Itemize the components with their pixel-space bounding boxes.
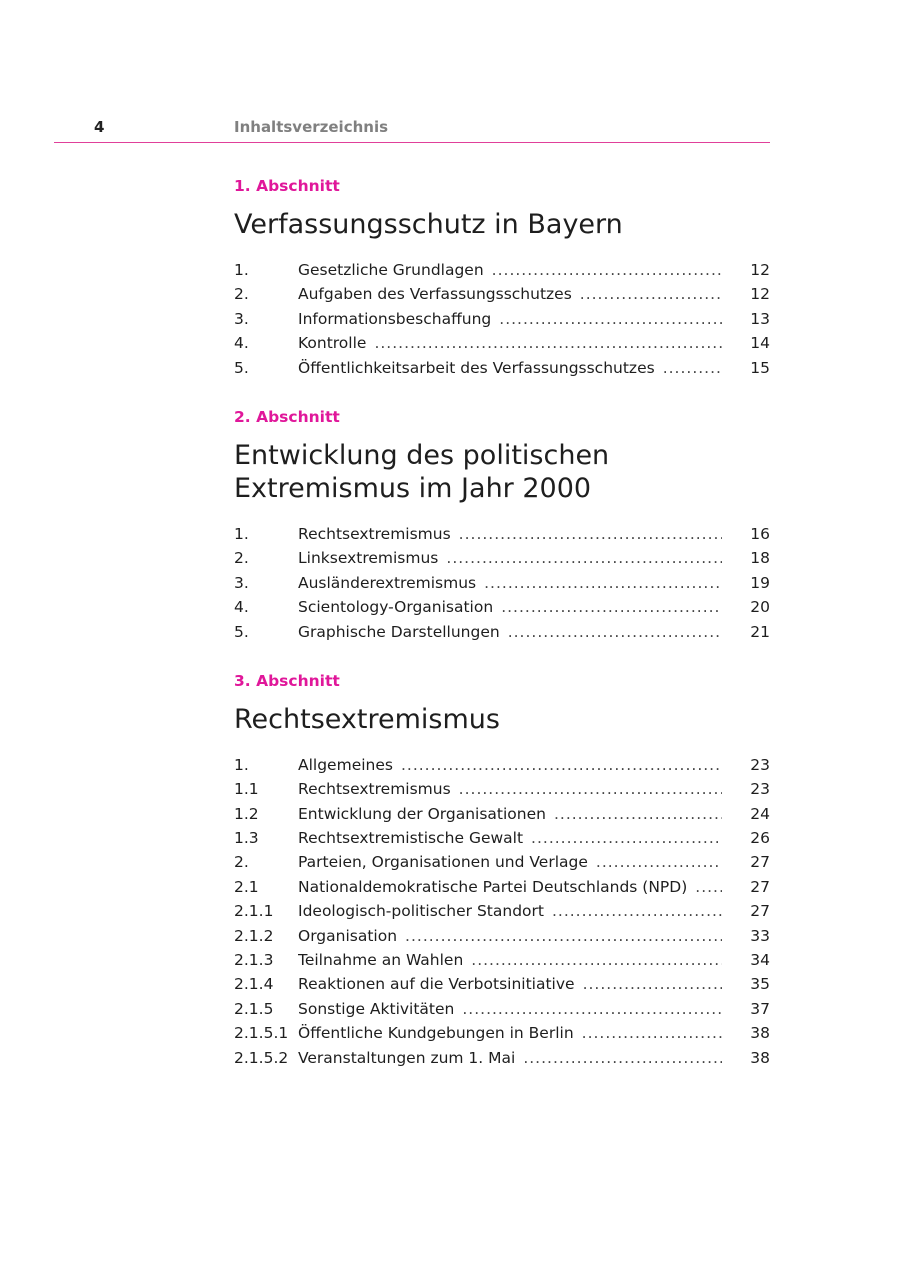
toc-entry-title: Teilnahme an Wahlen xyxy=(298,951,464,970)
toc-entry-title: Öffentliche Kundgebungen in Berlin xyxy=(298,1024,574,1043)
toc-entry-page: 33 xyxy=(750,926,770,945)
toc-entry-title: Graphische Darstellungen xyxy=(298,622,500,641)
toc-entry-text-wrap xyxy=(298,1046,748,1070)
toc-entry-title: Entwicklung der Organisationen xyxy=(298,804,546,823)
toc-dot-leader xyxy=(554,802,722,826)
toc-entry-number: 4. xyxy=(234,334,249,353)
toc-entry xyxy=(234,1046,770,1070)
toc-entry-number: 2.1.4 xyxy=(234,975,274,994)
toc-entry-title: Ausländerextremismus xyxy=(298,573,477,592)
page-header xyxy=(54,116,770,143)
toc-entry-page: 15 xyxy=(750,358,770,377)
toc-entry-page: 35 xyxy=(750,975,770,994)
toc-entry xyxy=(234,948,770,972)
toc-dot-leader xyxy=(582,1021,722,1045)
toc-entry xyxy=(234,924,770,948)
toc-entry-text-wrap xyxy=(298,307,748,331)
toc-dot-leader xyxy=(471,948,722,972)
toc-entry-title: Rechtsextremismus xyxy=(298,780,451,799)
toc-entry-text-wrap xyxy=(298,997,748,1021)
toc-dot-leader xyxy=(583,972,722,996)
toc-entry xyxy=(234,356,770,380)
toc-entry-text-wrap xyxy=(298,331,748,355)
toc-entry-page: 19 xyxy=(750,573,770,592)
toc-entry-title: Kontrolle xyxy=(298,334,367,353)
toc-entry xyxy=(234,595,770,619)
toc-entry-number: 5. xyxy=(234,622,249,641)
toc-entry-title: Scientology-Organisation xyxy=(298,598,494,617)
toc-entry xyxy=(234,1021,770,1045)
section-title-line: Entwicklung des politischen xyxy=(234,439,610,471)
toc-entry-title: Linksextremismus xyxy=(298,549,439,568)
toc-entry-title: Nationaldemokratische Partei Deutschlands (NPD) xyxy=(298,877,688,896)
toc-dot-leader xyxy=(695,875,722,899)
toc-entry-text-wrap xyxy=(298,826,748,850)
toc-entry-page: 23 xyxy=(750,755,770,774)
toc-entry-page: 38 xyxy=(750,1024,770,1043)
section-title xyxy=(234,439,770,505)
toc-dot-leader xyxy=(446,546,722,570)
toc-entry-number: 1. xyxy=(234,261,249,279)
toc-entry-number: 2.1.5.2 xyxy=(234,1048,289,1067)
toc-dot-leader xyxy=(492,258,722,282)
toc-entry-number: 1.2 xyxy=(234,804,259,823)
section-title-line: Rechtsextremismus xyxy=(234,703,500,735)
toc-dot-leader xyxy=(401,753,722,777)
toc-entry-number: 1. xyxy=(234,755,249,774)
toc-entry-title: Organisation xyxy=(298,926,398,945)
toc-dot-leader xyxy=(459,522,722,546)
toc-section xyxy=(234,670,770,1070)
toc-entry-number: 2. xyxy=(234,549,249,568)
toc-entry-title: Informationsbeschaffung xyxy=(298,309,492,328)
toc-entry-title: Rechtsextremistische Gewalt xyxy=(298,829,524,848)
toc-entry-text-wrap xyxy=(298,282,748,306)
toc-entry-page: 21 xyxy=(750,622,770,641)
toc-entry xyxy=(234,850,770,874)
toc-entry-number: 2.1 xyxy=(234,877,259,896)
toc-section xyxy=(234,406,770,644)
section-title-line: Verfassungsschutz in Bayern xyxy=(234,209,623,240)
toc-entry-title: Reaktionen auf die Verbotsinitiative xyxy=(298,975,575,994)
toc-entry-text-wrap xyxy=(298,875,748,899)
toc-entry xyxy=(234,997,770,1021)
toc-dot-leader xyxy=(531,826,722,850)
toc-entry-page: 26 xyxy=(750,829,770,848)
toc-entry xyxy=(234,307,770,331)
toc-dot-leader xyxy=(499,307,722,331)
toc-entry-number: 2.1.1 xyxy=(234,902,274,921)
toc-entry xyxy=(234,282,770,306)
toc-entry-title: Allgemeines xyxy=(298,755,393,774)
toc-entry xyxy=(234,522,770,546)
toc-entry-list xyxy=(234,258,770,380)
toc-dot-leader xyxy=(596,850,722,874)
toc-entry-number: 2.1.2 xyxy=(234,926,274,945)
toc-dot-leader xyxy=(552,899,722,923)
toc-entry-page: 37 xyxy=(750,999,770,1018)
toc-entry-text-wrap xyxy=(298,802,748,826)
section-title xyxy=(234,208,770,241)
toc-entry xyxy=(234,875,770,899)
toc-entry-title: Veranstaltungen zum 1. Mai xyxy=(298,1048,516,1067)
toc-entry-title: Öffentlichkeitsarbeit des Verfassungsschutzes xyxy=(298,358,655,377)
toc-entry-text-wrap xyxy=(298,620,748,644)
toc-entry-title: Sonstige Aktivitäten xyxy=(298,999,455,1018)
toc-dot-leader xyxy=(459,777,722,801)
toc-entry-page: 14 xyxy=(750,334,770,353)
toc-entry-page: 13 xyxy=(750,309,770,328)
toc-dot-leader xyxy=(374,331,722,355)
section-label: 3. Abschnitt xyxy=(234,671,340,690)
toc-dot-leader xyxy=(580,282,722,306)
toc-entry-title: Ideologisch-politischer Standort xyxy=(298,902,544,921)
running-title: Inhaltsverzeichnis xyxy=(234,118,389,136)
toc-entry-text-wrap xyxy=(298,777,748,801)
toc-entry xyxy=(234,972,770,996)
toc-entry xyxy=(234,802,770,826)
toc-dot-leader xyxy=(501,595,722,619)
section-label: 2. Abschnitt xyxy=(234,407,340,426)
toc-entry-number: 2. xyxy=(234,285,249,304)
toc-entry-page: 24 xyxy=(750,804,770,823)
toc-entry-page: 12 xyxy=(750,285,770,304)
toc-entry xyxy=(234,826,770,850)
toc-entry xyxy=(234,331,770,355)
toc-entry-title: Aufgaben des Verfassungsschutzes xyxy=(298,285,572,304)
toc-entry-page: 12 xyxy=(750,261,770,279)
toc-entry-number: 1. xyxy=(234,524,249,543)
toc-entry-text-wrap xyxy=(298,546,748,570)
toc-entry xyxy=(234,571,770,595)
toc-entry-text-wrap xyxy=(298,258,748,282)
toc-entry-text-wrap xyxy=(298,571,748,595)
toc-entry-text-wrap xyxy=(298,1021,748,1045)
toc-entry-page: 16 xyxy=(750,524,770,543)
toc-entry-text-wrap xyxy=(298,522,748,546)
toc-entry-number: 3. xyxy=(234,573,249,592)
toc-entry-number: 1.3 xyxy=(234,829,259,848)
toc-entry-text-wrap xyxy=(298,972,748,996)
toc-entry-page: 18 xyxy=(750,549,770,568)
toc-entry-number: 4. xyxy=(234,598,249,617)
toc-entry-page: 20 xyxy=(750,598,770,617)
toc-entry-number: 5. xyxy=(234,358,249,377)
toc-dot-leader xyxy=(405,924,722,948)
toc-entry-number: 2. xyxy=(234,853,249,872)
toc-dot-leader xyxy=(508,620,722,644)
toc-entry-title: Parteien, Organisationen und Verlage xyxy=(298,853,588,872)
toc-dot-leader xyxy=(523,1046,722,1070)
section-label: 1. Abschnitt xyxy=(234,177,340,195)
toc-entry xyxy=(234,620,770,644)
toc-entry-text-wrap xyxy=(298,595,748,619)
toc-entry-number: 2.1.3 xyxy=(234,951,274,970)
toc-dot-leader xyxy=(484,571,722,595)
toc-entry-text-wrap xyxy=(298,948,748,972)
toc-entry-text-wrap xyxy=(298,356,748,380)
toc-entry-number: 1.1 xyxy=(234,780,259,799)
toc-entry-page: 27 xyxy=(750,877,770,896)
toc-entry-list xyxy=(234,753,770,1070)
toc-entry-page: 23 xyxy=(750,780,770,799)
toc-entry xyxy=(234,258,770,282)
toc-entry-page: 27 xyxy=(750,902,770,921)
toc-entry-page: 34 xyxy=(750,951,770,970)
toc-entry-number: 2.1.5.1 xyxy=(234,1024,289,1043)
toc-entry-page: 27 xyxy=(750,853,770,872)
section-title xyxy=(234,703,770,736)
toc-entry-number: 3. xyxy=(234,309,249,328)
toc-entry-text-wrap xyxy=(298,924,748,948)
section-title-line: Extremismus im Jahr 2000 xyxy=(234,472,592,504)
toc-entry-text-wrap xyxy=(298,850,748,874)
toc-entry-list xyxy=(234,522,770,644)
toc-entry xyxy=(234,753,770,777)
toc-entry-title: Gesetzliche Grundlagen xyxy=(298,261,484,279)
table-of-contents xyxy=(234,175,770,1096)
toc-entry-title: Rechtsextremismus xyxy=(298,524,451,543)
toc-entry-text-wrap xyxy=(298,753,748,777)
toc-dot-leader xyxy=(462,997,722,1021)
toc-entry xyxy=(234,777,770,801)
toc-section xyxy=(234,175,770,380)
toc-dot-leader xyxy=(663,356,722,380)
toc-entry-number: 2.1.5 xyxy=(234,999,274,1018)
toc-entry xyxy=(234,899,770,923)
toc-entry xyxy=(234,546,770,570)
page-number: 4 xyxy=(94,118,105,136)
toc-entry-page: 38 xyxy=(750,1048,770,1067)
toc-entry-text-wrap xyxy=(298,899,748,923)
